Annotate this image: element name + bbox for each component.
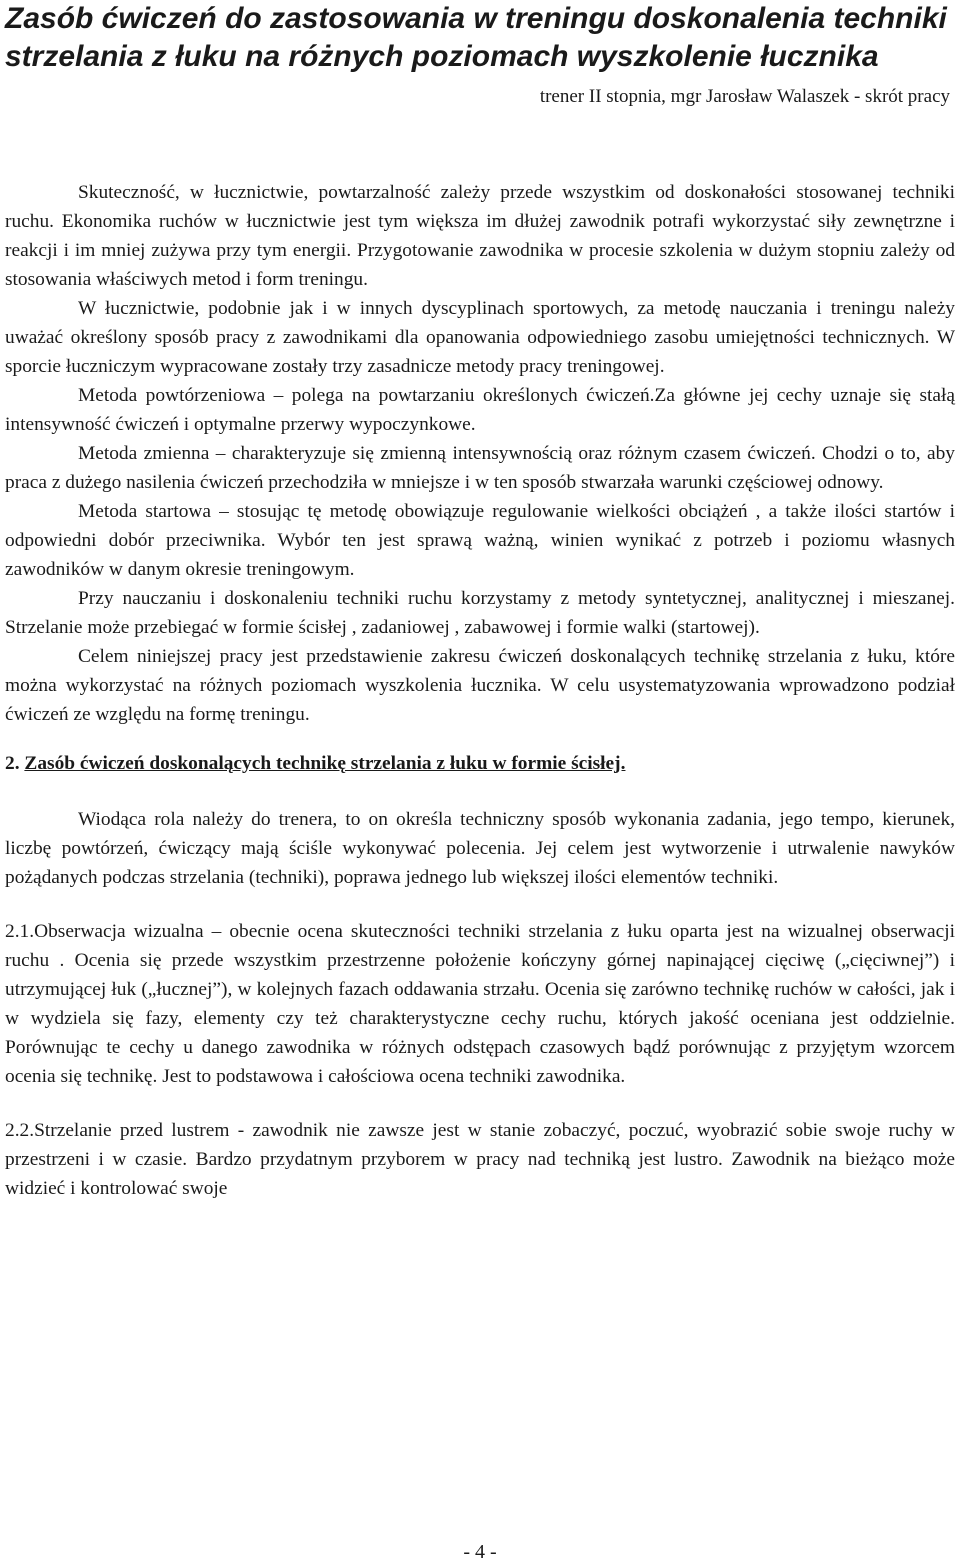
paragraph-purpose: Celem niniejszej pracy jest przedstawienie zakresu ćwiczeń doskonalących technikę strzelania z łuku, które można wykorzystać na różnych poziomach wyszkolenia łucznika. W celu usystematyzowania wprowadzono podział ćwiczeń ze względu na formę treningu. bbox=[5, 646, 955, 725]
author-byline: trener II stopnia, mgr Jarosław Walaszek - skrót pracy bbox=[539, 86, 950, 107]
paragraph-mirror-shooting: 2.2.Strzelanie przed lustrem - zawodnik nie zawsze jest w stanie zobaczyć, poczuć, wyobrazić sobie swoje ruchy w przestrzeni i w czasie. Bardzo przydatnym przyborem w pracy nad techniką jest lustro. Zawodnik na bieżąco może widzieć i kontrolować swoje bbox=[5, 1120, 955, 1199]
paragraph-trainer-role: Wiodąca rola należy do trenera, to on określa techniczny sposób wykonania zadania, jego tempo, kierunek, liczbę powtórzeń, ćwiczący mają ściśle wykonywać polecenia. Jej celem jest wytworzenie i utrwalenie nawyków pożądanych podczas strzelania (techniki), poprawa jednego lub większej ilości elementów techniki. bbox=[5, 809, 955, 888]
paragraph-variable-method: Metoda zmienna – charakteryzuje się zmienną intensywnością oraz różnym czasem ćwiczeń. Chodzi o to, aby praca z dużego nasilenia ćwiczeń przechodziła w mniejsze i w ten sposób stwarzała warunki częściowej odnowy. bbox=[5, 443, 955, 493]
document-title: Zasób ćwiczeń do zastosowania w treningu doskonalenia techniki strzelania z łuku na różnych poziomach wyszkolenie łucznika bbox=[5, 2, 947, 73]
paragraph-repetition-method: Metoda powtórzeniowa – polega na powtarzaniu określonych ćwiczeń.Za główne jej cechy uznaje się stałą intensywność ćwiczeń i optymalne przerwy wypoczynkowe. bbox=[5, 385, 955, 435]
paragraph-visual-observation: 2.1.Obserwacja wizualna – obecnie ocena skuteczności techniki strzelania z łuku oparta jest na wizualnej obserwacji ruchu . Ocenia się przede wszystkim przestrzenne położenie kończyny górnej napinającej cięciwę („cięciwnej”) i utrzymującej łuk („łucznej”), w kolejnych fazach oddawania strzału. Ocenia się zarówno technikę ruchów w całości, jak i w wydziela się fazy, elementy czy też charakterystyczne cechy ruchu, których jakość oceniana jest oddzielnie. Porównując te cechy u danego zawodnika w różnych odstępach czasowych bądź porównując z przyjętym wzorcem ocenia się technikę. Jest to podstawowa i całościowa ocena techniki zawodnika. bbox=[5, 921, 955, 1087]
section-heading-2 bbox=[5, 749, 955, 778]
paragraph-intro: Skuteczność, w łucznictwie, powtarzalność zależy przede wszystkim od doskonałości stosowanej techniki ruchu. Ekonomika ruchów w łucznictwie jest tym większa im dłużej zawodnik potrafi wykorzystać siły zewnętrzne i reakcji i im mniej zużywa przy tym energii. Przygotowanie zawodnika w procesie szkolenia w dużym stopniu zależy od stosowania właściwych metod i form treningu. bbox=[5, 182, 955, 290]
paragraph-methods: W łucznictwie, podobnie jak i w innych dyscyplinach sportowych, za metodę nauczania i treningu należy uważać określony sposób pracy z zawodnikami dla opanowania odpowiedniego zasobu umiejętności technicznych. W sporcie łuczniczym wypracowane zostały trzy zasadnicze metody pracy treningowej. bbox=[5, 298, 955, 377]
page-number: - 4 - bbox=[463, 1541, 497, 1563]
paragraph-start-method: Metoda startowa – stosując tę metodę obowiązuje regulowanie wielkości obciążeń , a także ilości startów i odpowiedni dobór przeciwnika. Wybór ten jest sprawą ważną, winien wynikać z potrzeb i poziomu własnych zawodników w danym okresie treningowym. bbox=[5, 501, 955, 580]
paragraph-teaching-methods: Przy nauczaniu i doskonaleniu techniki ruchu korzystamy z metody syntetycznej, analitycznej i mieszanej. Strzelanie może przebiegać w formie ścisłej , zadaniowej , zabawowej i formie walki (startowej). bbox=[5, 588, 955, 638]
section-title: Zasób ćwiczeń doskonalących technikę strzelania z łuku w formie ścisłej. bbox=[24, 753, 626, 774]
section-number: 2. bbox=[5, 753, 25, 774]
